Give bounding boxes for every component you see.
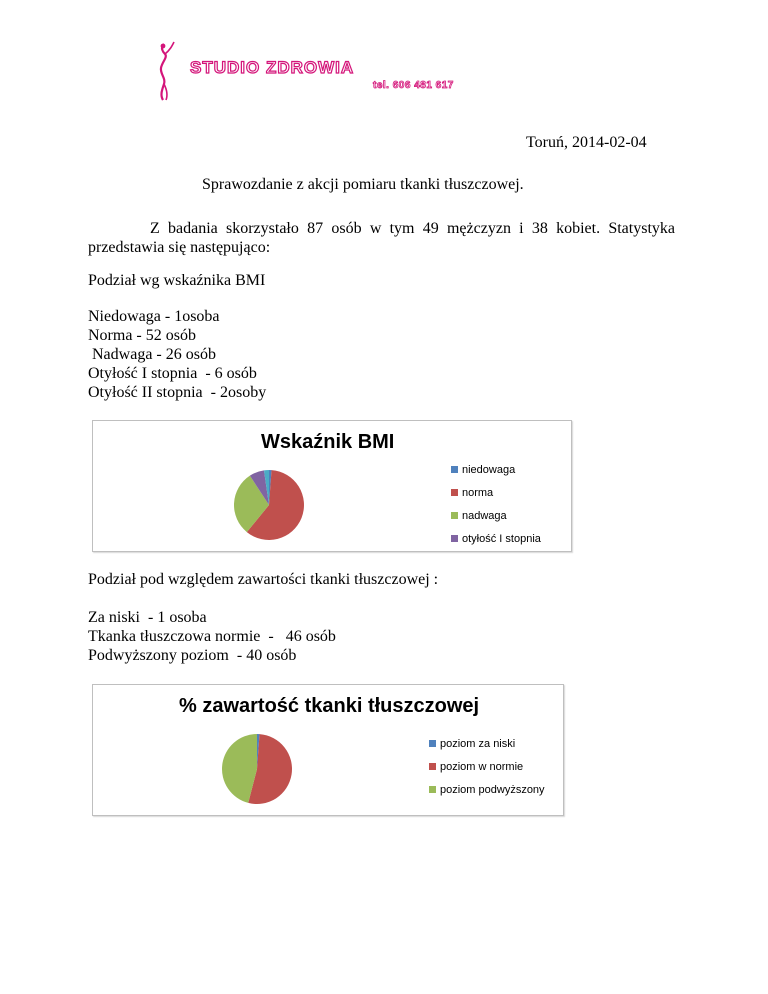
logo-figure-icon	[150, 40, 180, 102]
legend-swatch	[451, 466, 458, 473]
fat-line: Za niski - 1 osoba	[88, 609, 207, 626]
legend-swatch	[451, 512, 458, 519]
legend-label: niedowaga	[462, 464, 516, 476]
bmi-line: Otyłość II stopnia - 2osoby	[88, 384, 267, 401]
legend-label: poziom w normie	[440, 761, 524, 773]
bmi-line: Otyłość I stopnia - 6 osób	[88, 365, 257, 382]
legend-item-poziom-za-niski	[429, 738, 545, 761]
legend-item-otylosc-i-stopnia	[451, 533, 541, 556]
legend-label: poziom za niski	[440, 738, 516, 750]
logo-title: STUDIO ZDROWIA	[190, 58, 355, 77]
bmi-line: Nadwaga - 26 osób	[88, 346, 216, 363]
legend-swatch	[429, 786, 436, 793]
fat-line: Tkanka tłuszczowa normie - 46 osób	[88, 628, 336, 645]
fat-heading: Podział pod względem zawartości tkanki tłuszczowej :	[88, 571, 439, 588]
bmi-chart-title: Wskaźnik BMI	[261, 431, 395, 453]
intro-paragraph: Z badania skorzystało 87 osób w tym 49 mężczyzn i 38 kobiet. Statystyka przedstawia się następująco:	[88, 220, 675, 256]
legend-item-poziom-podwyzszony	[429, 784, 545, 807]
fat-legend	[429, 738, 545, 807]
legend-label: norma	[462, 487, 494, 499]
bmi-legend	[451, 464, 541, 556]
legend-swatch	[429, 763, 436, 770]
legend-label: poziom podwyższony	[440, 784, 545, 796]
legend-label: otyłość I stopnia	[462, 533, 541, 545]
date-line: Toruń, 2014-02-04	[526, 134, 647, 151]
bmi-heading: Podział wg wskaźnika BMI	[88, 272, 266, 289]
legend-label: nadwaga	[462, 510, 507, 522]
bmi-chart	[92, 420, 572, 552]
legend-item-nadwaga	[451, 510, 541, 533]
legend-item-norma	[451, 487, 541, 510]
bmi-line: Niedowaga - 1osoba	[88, 308, 220, 325]
logo-phone: tel. 606 481 617	[373, 80, 454, 91]
document-title: Sprawozdanie z akcji pomiaru tkanki tłuszczowej.	[202, 176, 524, 193]
fat-chart-title: % zawartość tkanki tłuszczowej	[179, 695, 480, 717]
legend-item-poziom-w-normie	[429, 761, 545, 784]
fat-line: Podwyższony poziom - 40 osób	[88, 647, 297, 664]
fat-chart	[92, 684, 564, 816]
legend-swatch	[451, 489, 458, 496]
legend-swatch	[451, 535, 458, 542]
legend-swatch	[429, 740, 436, 747]
legend-item-niedowaga	[451, 464, 541, 487]
bmi-line: Norma - 52 osób	[88, 327, 196, 344]
